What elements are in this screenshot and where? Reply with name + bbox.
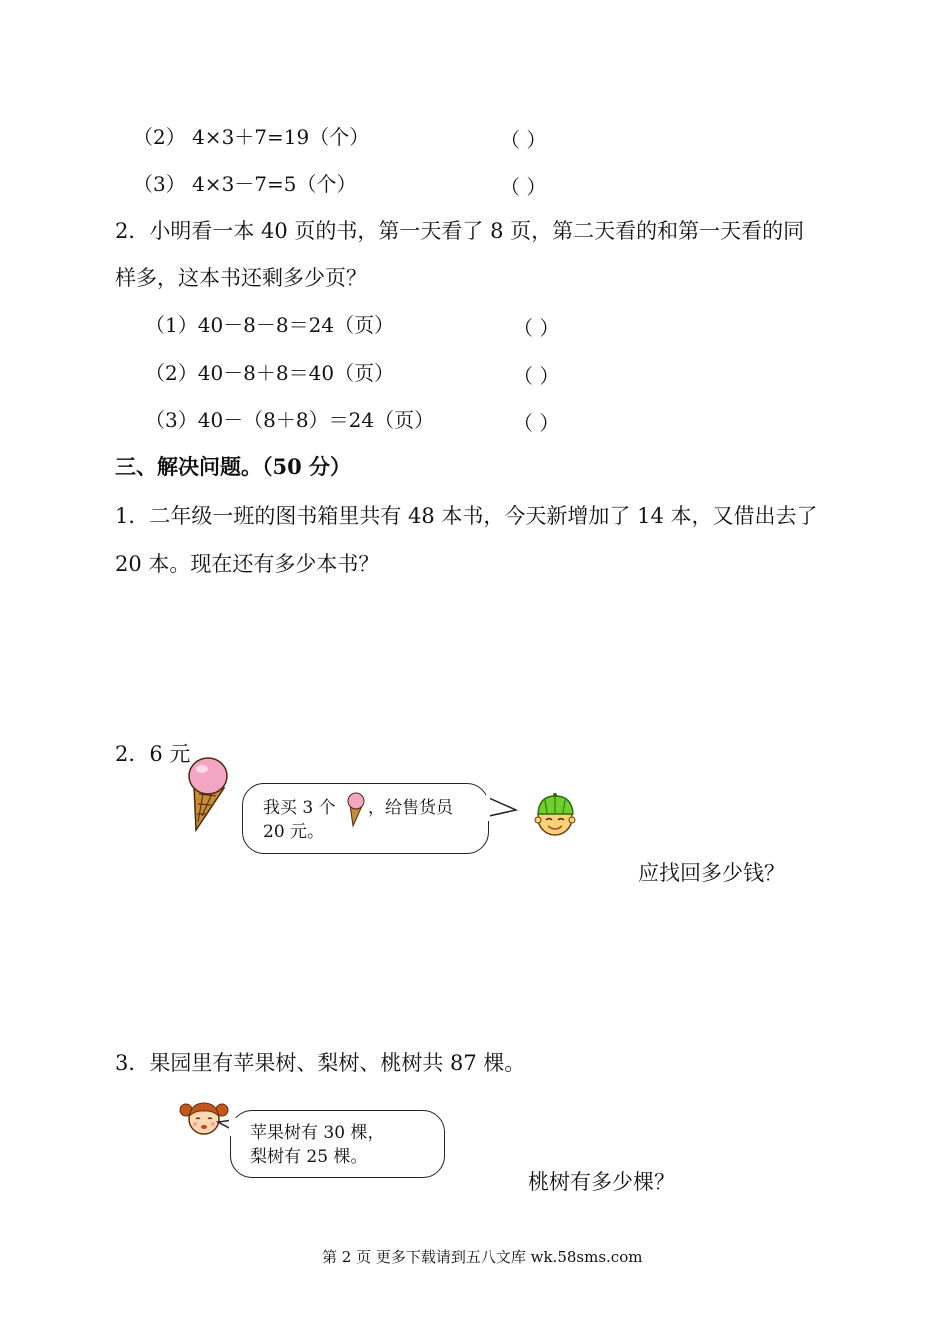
judge2-item-1: （1）40－8－8＝24（页） bbox=[145, 313, 395, 337]
answer-blank[interactable]: （ ） bbox=[500, 175, 547, 199]
bubble-text-line2: 梨树有 25 棵。 bbox=[250, 1147, 368, 1167]
bubble-text-line2: 20 元。 bbox=[263, 822, 325, 842]
problem1-line1: 1．二年级一班的图书箱里共有 48 本书，今天新增加了 14 本，又借出去了 bbox=[115, 504, 818, 528]
boy-face-icon bbox=[531, 792, 581, 838]
judge1-item-3: （3） 4×3－7=5（个） bbox=[133, 172, 357, 196]
answer-blank[interactable]: （ ） bbox=[500, 128, 547, 152]
answer-blank[interactable]: （ ） bbox=[513, 411, 560, 435]
page-footer: 第 2 页 更多下载请到五八文库 wk.58sms.com bbox=[322, 1248, 643, 1266]
bubble-text-line1: 苹果树有 30 棵， bbox=[250, 1123, 385, 1143]
bubble-text-pre: 我买 3 个 bbox=[263, 798, 336, 818]
judge2-item-3: （3）40－（8＋8）＝24（页） bbox=[145, 408, 435, 432]
problem2-question: 应找回多少钱？ bbox=[638, 861, 785, 885]
judge1-item-2: （2） 4×3＋7=19（个） bbox=[133, 125, 370, 149]
speech-bubble-tail-cover bbox=[229, 1118, 239, 1142]
small-ice-cream-icon bbox=[346, 792, 366, 828]
judge2-item-2: （2）40－8＋8＝40（页） bbox=[145, 361, 395, 385]
problem3-label: 3．果园里有苹果树、梨树、桃树共 87 棵。 bbox=[115, 1051, 526, 1075]
speech-bubble-tail-cover bbox=[482, 795, 492, 821]
ice-cream-icon bbox=[184, 756, 234, 836]
problem3-question: 桃树有多少棵？ bbox=[528, 1170, 675, 1194]
judge2-stem-line1: 2．小明看一本 40 页的书，第一天看了 8 页，第二天看的和第一天看的同 bbox=[115, 219, 805, 243]
bubble-text-post: ，给售货员 bbox=[368, 798, 453, 818]
section-heading: 三、解决问题。（50 分） bbox=[115, 454, 352, 479]
problem1-line2: 20 本。现在还有多少本书？ bbox=[115, 552, 380, 576]
answer-blank[interactable]: （ ） bbox=[513, 316, 560, 340]
problem2-label: 2．6 元 bbox=[115, 742, 191, 766]
judge2-stem-line2: 样多，这本书还剩多少页？ bbox=[115, 266, 367, 290]
answer-blank[interactable]: （ ） bbox=[513, 364, 560, 388]
